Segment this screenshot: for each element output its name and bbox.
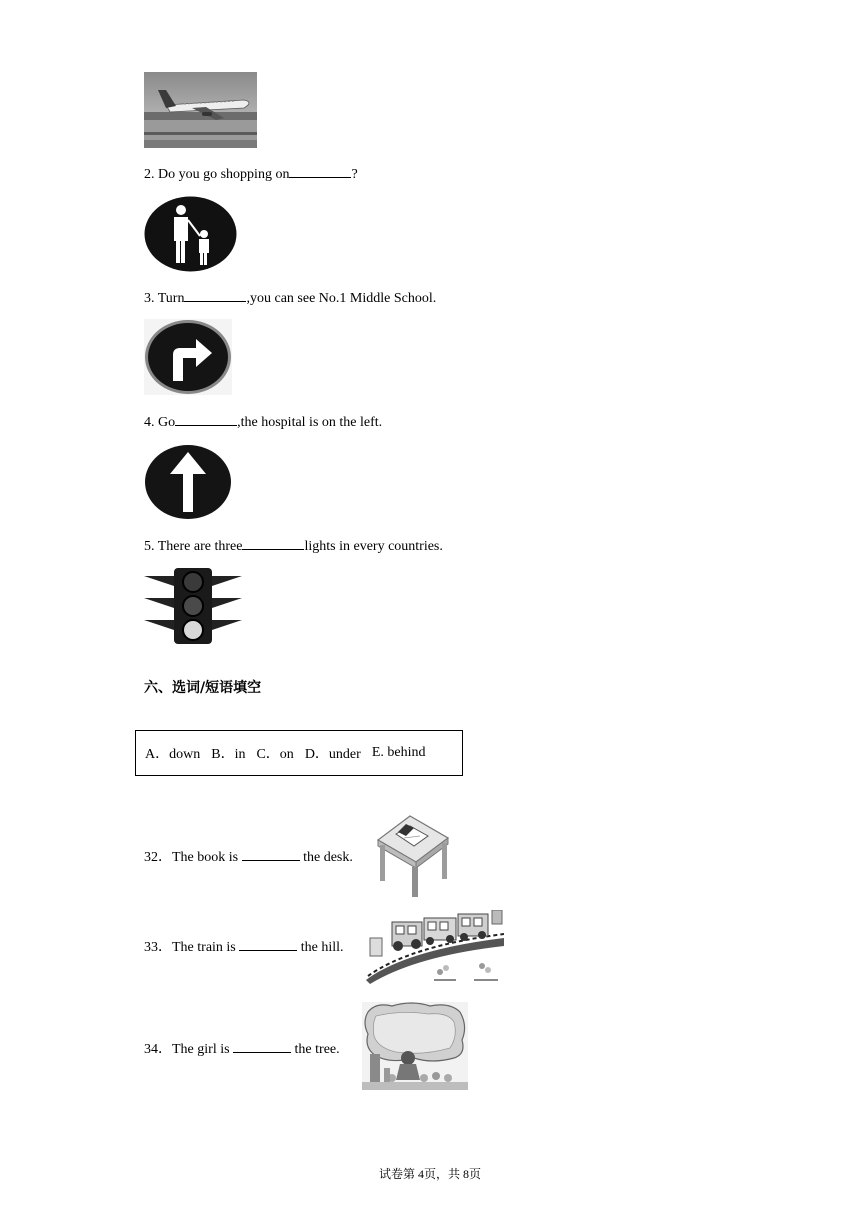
option-a: A．down [145,747,201,762]
section-title: 六、选词/短语填空 [144,680,262,696]
page-footer: 试卷第 4页，共 8页 [378,1167,481,1181]
question-3: 3. Turn ,you can see No.1 Middle School. [144,288,436,308]
turn-right-sign-icon [144,319,232,395]
answer-blank[interactable] [239,937,297,951]
traffic-light-icon [144,568,242,644]
option-d: D．under [304,747,361,762]
option-b: B．in [211,747,246,762]
answer-blank[interactable] [289,164,351,178]
answer-blank[interactable] [242,536,304,550]
answer-blank[interactable] [233,1039,291,1053]
pedestrian-sign-icon [144,196,237,272]
option-e: E. behind [371,745,426,760]
go-straight-sign-icon [144,444,232,520]
train-hill-illustration [366,910,504,984]
question-4: 4. Go ,the hospital is on the left. [144,412,382,432]
question-33: 33．The train is the hill. [144,937,344,957]
question-34: 34．The girl is the tree. [144,1039,340,1059]
answer-blank[interactable] [184,288,246,302]
question-2: 2. Do you go shopping on ? [144,164,358,184]
answer-blank[interactable] [175,412,237,426]
girl-tree-illustration [362,1002,468,1090]
option-c: C．on [256,747,294,762]
airplane-photo [144,72,257,148]
word-bank-box [135,730,463,776]
question-32: 32．The book is the desk. [144,847,353,867]
answer-blank[interactable] [242,847,300,861]
desk-book-illustration [372,812,452,898]
question-5: 5. There are three lights in every countries. [144,536,443,556]
